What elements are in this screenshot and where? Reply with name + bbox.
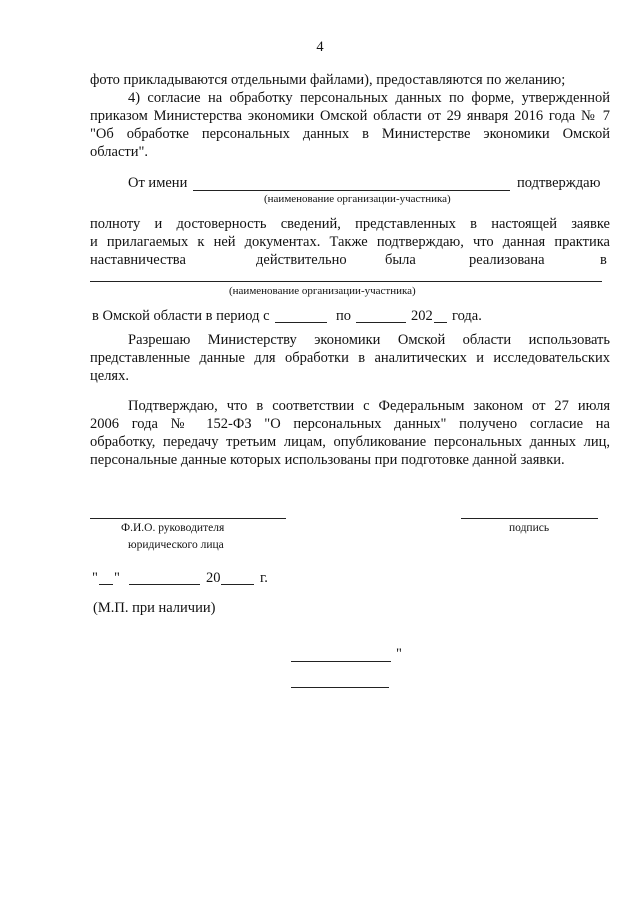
period-end-blank[interactable] xyxy=(356,322,406,323)
date-year-prefix: 20 xyxy=(206,570,221,586)
from-label: От имени xyxy=(128,175,188,191)
confirm-line2: и прилагаемых к ней документах. Также подтверждаю, что данная практика xyxy=(90,234,610,250)
date-quote-close: " xyxy=(114,570,120,586)
p1-line5: области". xyxy=(90,144,149,160)
signature-label: подпись xyxy=(509,522,550,534)
confirm-word: подтверждаю xyxy=(517,175,601,191)
fio-blank[interactable] xyxy=(90,518,286,519)
caption-org-1: (наименование организации-участника) xyxy=(264,193,451,205)
period-po: по xyxy=(336,308,352,324)
fio-label-2: юридического лица xyxy=(128,539,224,551)
fio-label-1: Ф.И.О. руководителя xyxy=(121,522,225,534)
permit-line2: представленные данные для обработки в аналитических и исследовательских xyxy=(90,350,610,366)
org-name-blank-1[interactable] xyxy=(193,190,510,191)
stamp-note: (М.П. при наличии) xyxy=(93,600,216,616)
p1-line2: 4) согласие на обработку персональных данных по форме, утвержденной xyxy=(128,90,610,106)
p1-line3: приказом Министерства экономики Омской области от 29 января 2016 года № 7 xyxy=(90,108,610,124)
confirm-line3-w1: наставничества xyxy=(90,252,186,268)
date-suffix: г. xyxy=(260,570,268,586)
law-line1: Подтверждаю, что в соответствии с Федеральным законом от 27 июля xyxy=(128,398,610,414)
law-line3: обработку, передачу третьим лицам, опубликование персональных данных лиц, xyxy=(90,434,610,450)
period-year: 202 xyxy=(411,308,433,324)
confirm-line1: полноту и достоверность сведений, представленных в настоящей заявке xyxy=(90,216,610,232)
confirm-line3-w5: в xyxy=(600,252,607,268)
period-prefix: в Омской области в период с xyxy=(92,308,270,324)
p1-line1: фото прикладываются отдельными файлами), предоставляются по желанию; xyxy=(90,72,566,88)
org-name-blank-2[interactable] xyxy=(90,281,602,282)
bottom-blank-1[interactable] xyxy=(291,661,391,662)
permit-line3: целях. xyxy=(90,368,129,384)
law-line2: 2006 года № 152-ФЗ "О персональных данных" получено согласие на xyxy=(90,416,610,432)
period-start-blank[interactable] xyxy=(275,322,327,323)
period-suffix: года. xyxy=(452,308,482,324)
confirm-line3-w4: реализована xyxy=(469,252,545,268)
bottom-quote: " xyxy=(396,646,402,662)
date-day-blank[interactable] xyxy=(99,584,113,585)
date-month-blank[interactable] xyxy=(129,584,200,585)
date-quote-open: " xyxy=(92,570,98,586)
caption-org-2: (наименование организации-участника) xyxy=(229,285,416,297)
confirm-line3-w2: действительно xyxy=(256,252,347,268)
p1-line4: "Об обработке персональных данных в Министерстве экономики Омской xyxy=(90,126,610,142)
law-line4: персональные данные которых использованы при подготовке данной заявки. xyxy=(90,452,565,468)
confirm-line3-w3: была xyxy=(385,252,416,268)
date-year-blank[interactable] xyxy=(221,584,254,585)
bottom-blank-2[interactable] xyxy=(291,687,389,688)
signature-blank[interactable] xyxy=(461,518,598,519)
permit-line1: Разрешаю Министерству экономики Омской области использовать xyxy=(128,332,610,348)
page-number: 4 xyxy=(316,39,324,55)
period-year-blank[interactable] xyxy=(434,322,447,323)
